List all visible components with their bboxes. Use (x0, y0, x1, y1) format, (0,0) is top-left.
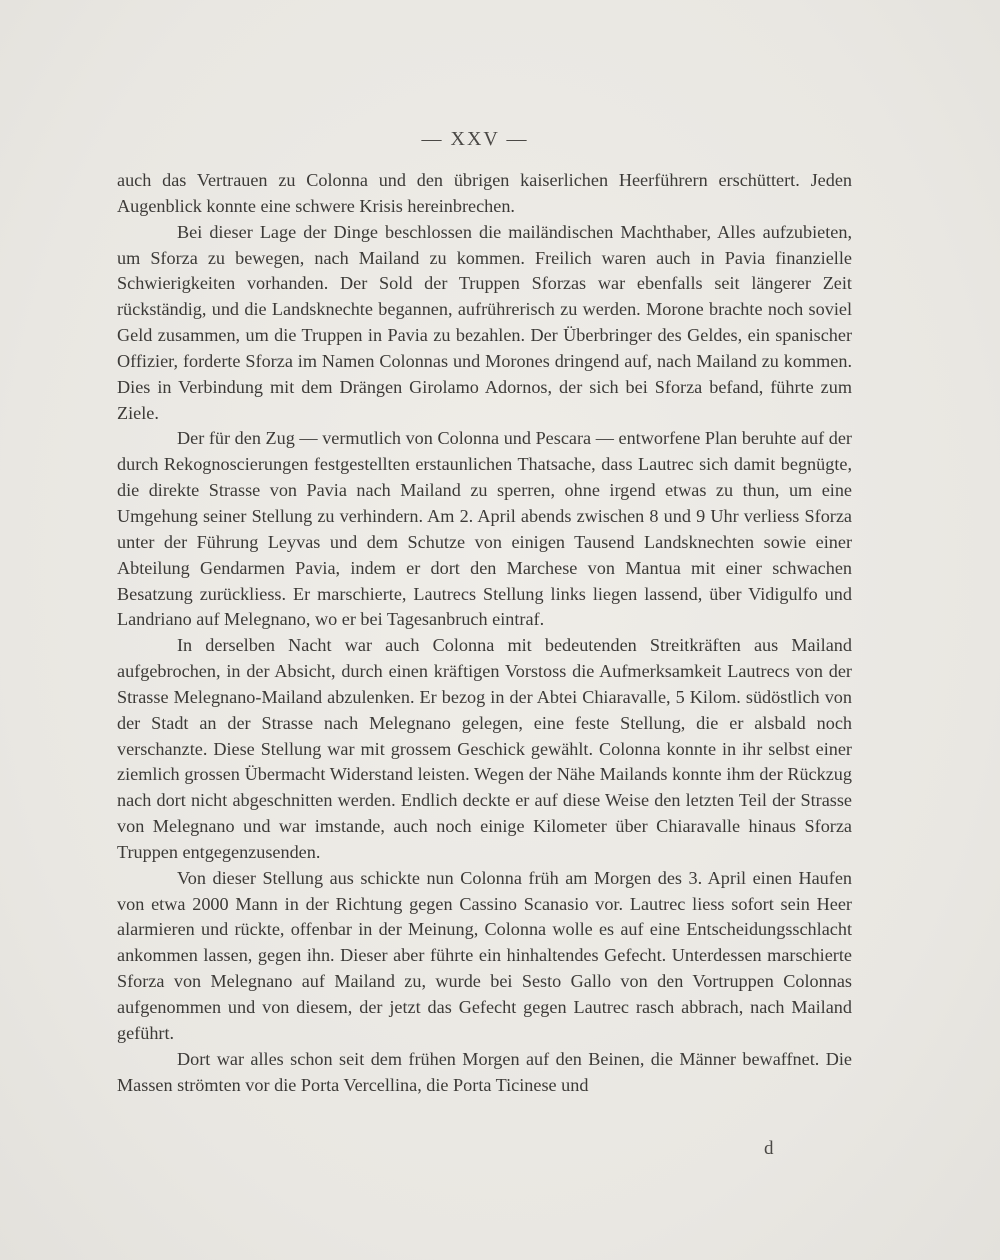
signature-mark: d (764, 1138, 774, 1159)
paragraph-april-third: Von dieser Stellung aus schickte nun Colonna früh am Morgen des 3. April einen Haufen von etwa 2000 Mann in der Richtung gegen Cassino Scanasio vor. Lautrec liess sofort sein Heer alarmieren und rückte, offenbar in der Meinung, Colonna wolle es auf eine Entscheidungsschlacht ankommen lassen, gegen ihn. Dieser aber führte ein hinhaltendes Gefecht. Unterdessen marschierte Sforza von Melegnano auf Mailand zu, wurde bei Sesto Gallo von den Vortruppen Colonnas aufgenommen und von diesem, der jetzt das Gefecht gegen Lautrec rasch abbrach, nach Mailand geführt. (117, 867, 852, 1043)
paragraph-continuation: auch das Vertrauen zu Colonna und den übrigen kaiserlichen Heerführern erschüttert. Jeden Augenblick konnte eine schwere Krisis hereinbrechen. (117, 170, 852, 216)
paragraph-sforza-decision: Bei dieser Lage der Dinge beschlossen die mailändischen Machthaber, Alles aufzubieten, um Sforza zu bewegen, nach Mailand zu kommen. Freilich waren auch in Pavia finanzielle Schwierigkeiten vorhanden. Der Sold der Truppen Sforzas war ebenfalls seit längerer Zeit rückständig, und die Landsknechte begannen, aufrührerisch zu werden. Morone brachte noch soviel Geld zusammen, um die Truppen in Pavia zu bezahlen. Der Überbringer des Geldes, ein spanischer Offizier, forderte Sforza im Namen Colonnas und Morones dringend auf, nach Mailand zu kommen. Dies in Verbindung mit dem Drängen Girolamo Adornos, der sich bei Sforza befand, führte zum Ziele. (117, 221, 852, 423)
paragraph-march-plan: Der für den Zug — vermutlich von Colonna und Pescara — entworfene Plan beruhte auf der durch Rekognoscierungen festgestellten erstaunlichen Thatsache, dass Lautrec sich damit begnügte, die direkte Strasse von Pavia nach Mailand zu sperren, ohne irgend etwas zu thun, um eine Umgehung seiner Stellung zu verhindern. Am 2. April abends zwischen 8 und 9 Uhr verliess Sforza unter der Führung Leyvas und dem Schutze von einigen Tausend Landsknechten sowie einer Abteilung Gendarmen Pavia, indem er dort den Marchese von Mantua mit einer schwachen Besatzung zurückliess. Er marschierte, Lautrecs Stellung links liegen lassend, über Vidigulfo und Landriano auf Melegnano, wo er bei Tagesanbruch eintraf. (117, 428, 852, 630)
body-text (117, 168, 852, 1098)
paragraph-milan-crowds: Dort war alles schon seit dem frühen Morgen auf den Beinen, die Männer bewaffnet. Die Massen strömten vor die Porta Vercellina, die Porta Ticinese und (117, 1048, 852, 1095)
paragraph-colonna-chiaravalle: In derselben Nacht war auch Colonna mit bedeutenden Streitkräften aus Mailand aufgebrochen, in der Absicht, durch einen kräftigen Vorstoss die Aufmerksamkeit Lautrecs von der Strasse Melegnano-Mailand abzulenken. Er bezog in der Abtei Chiaravalle, 5 Kilom. südöstlich von der Stadt an der Strasse nach Melegnano gelegen, eine feste Stellung, die er alsbald noch verschanzte. Diese Stellung war mit grossem Geschick gewählt. Colonna konnte in ihr selbst einer ziemlich grossen Übermacht Widerstand leisten. Wegen der Nähe Mailands konnte ihm der Rückzug nach dort nicht abgeschnitten werden. Endlich deckte er auf diese Weise den letzten Teil der Strasse von Melegnano und war imstande, auch noch einige Kilometer über Chiaravalle hinaus Sforza Truppen entgegenzusenden. (117, 635, 852, 862)
page-number-header: — XXV — (421, 128, 529, 150)
